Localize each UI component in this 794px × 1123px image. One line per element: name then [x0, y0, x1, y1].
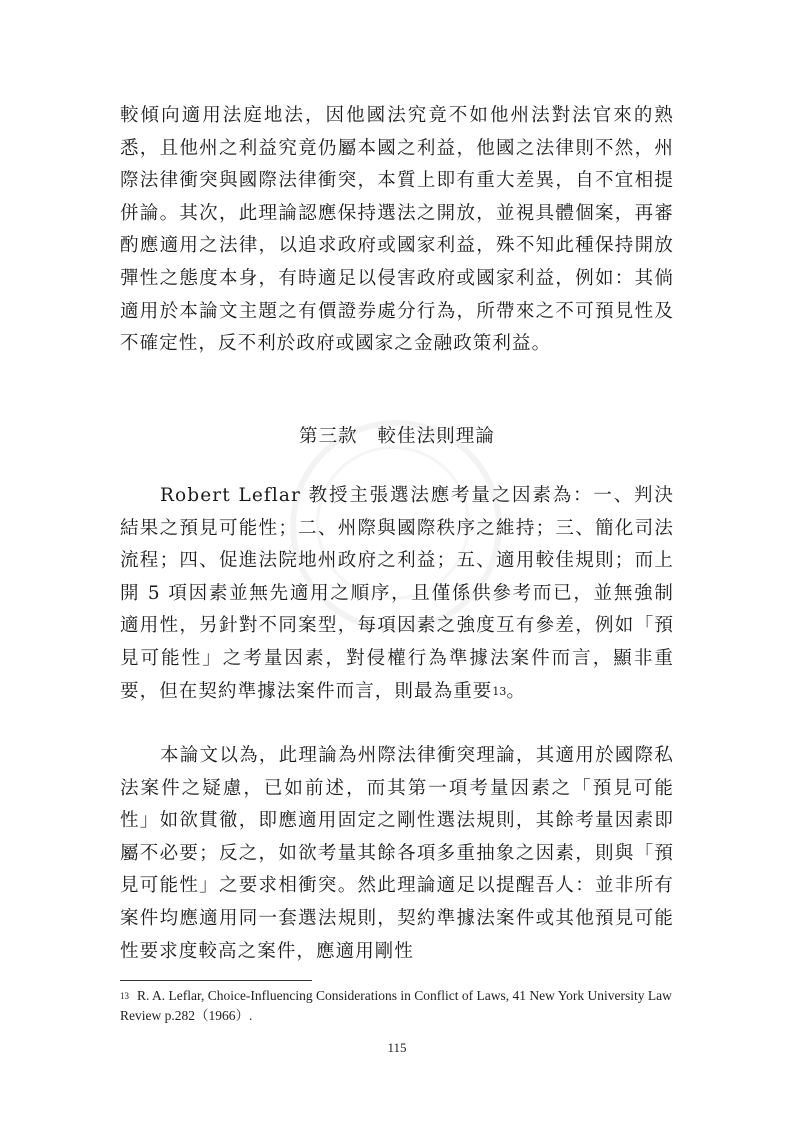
body-paragraph-1: 較傾向適用法庭地法，因他國法究竟不如他州法對法官來的熟悉，且他州之利益究竟仍屬本國之利益，他國之法律則不然，州際法律衝突與國際法律衝突，本質上即有重大差異，自不宜相提併論。其次，此理論認應保持選法之開放，並視具體個案，再審酌應適用之法律，以追求政府或國家利益，殊不知此種保持開放彈性之態度本身，有時適足以侵害政府或國家利益，例如：其倘適用於本論文主題之有價證券處分行為，所帶來之不可預見性及不確定性，反不利於政府或國家之金融政策利益。 [120, 105, 674, 355]
footnote [120, 986, 680, 1026]
body-paragraph-2-end: 。 [506, 680, 527, 702]
footnote-text: R. A. Leflar, Choice-Influencing Considerations in Conflict of Laws, 41 New York University Law Review p.282（1966）. [120, 988, 672, 1023]
footnote-divider [120, 980, 312, 981]
body-paragraph-2 [120, 480, 674, 708]
body-paragraph-3: 本論文以為，此理論為州際法律衝突理論，其適用於國際私法案件之疑慮，已如前述，而其第一項考量因素之「預見可能性」如欲貫徹，即應適用固定之剛性選法規則，其餘考量因素即屬不必要；反之，如欲考量其餘各項多重抽象之因素，則與「預見可能性」之要求相衝突。然此理論適足以提醒吾人：並非所有案件均應適用同一套選法規則，契約準據法案件或其他預見可能性要求度較高之案件，應適用剛性 [120, 745, 674, 962]
footnote-reference[interactable]: 13 [492, 684, 507, 698]
page-number: 115 [387, 1040, 407, 1055]
section-heading: 第三款 較佳法則理論 [298, 426, 495, 447]
footnote-number: 13 [120, 991, 129, 1001]
body-paragraph-2-text: Robert Leflar 教授主張選法應考量之因素為：一、判決結果之預見可能性；二、州際與國際秩序之維持；三、簡化司法流程；四、促進法院地州政府之利益；五、適用較佳規則；而上開 5 項因素並無先適用之順序，且僅係供參考而已，並無強制適用性，另針對不同案型，每項因素之強度互有參差，例如「預見可能性」之考量因素，對侵權行為準據法案件而言，顯非重要，但在契約準據法案件而言，則最為重要 [120, 485, 674, 702]
